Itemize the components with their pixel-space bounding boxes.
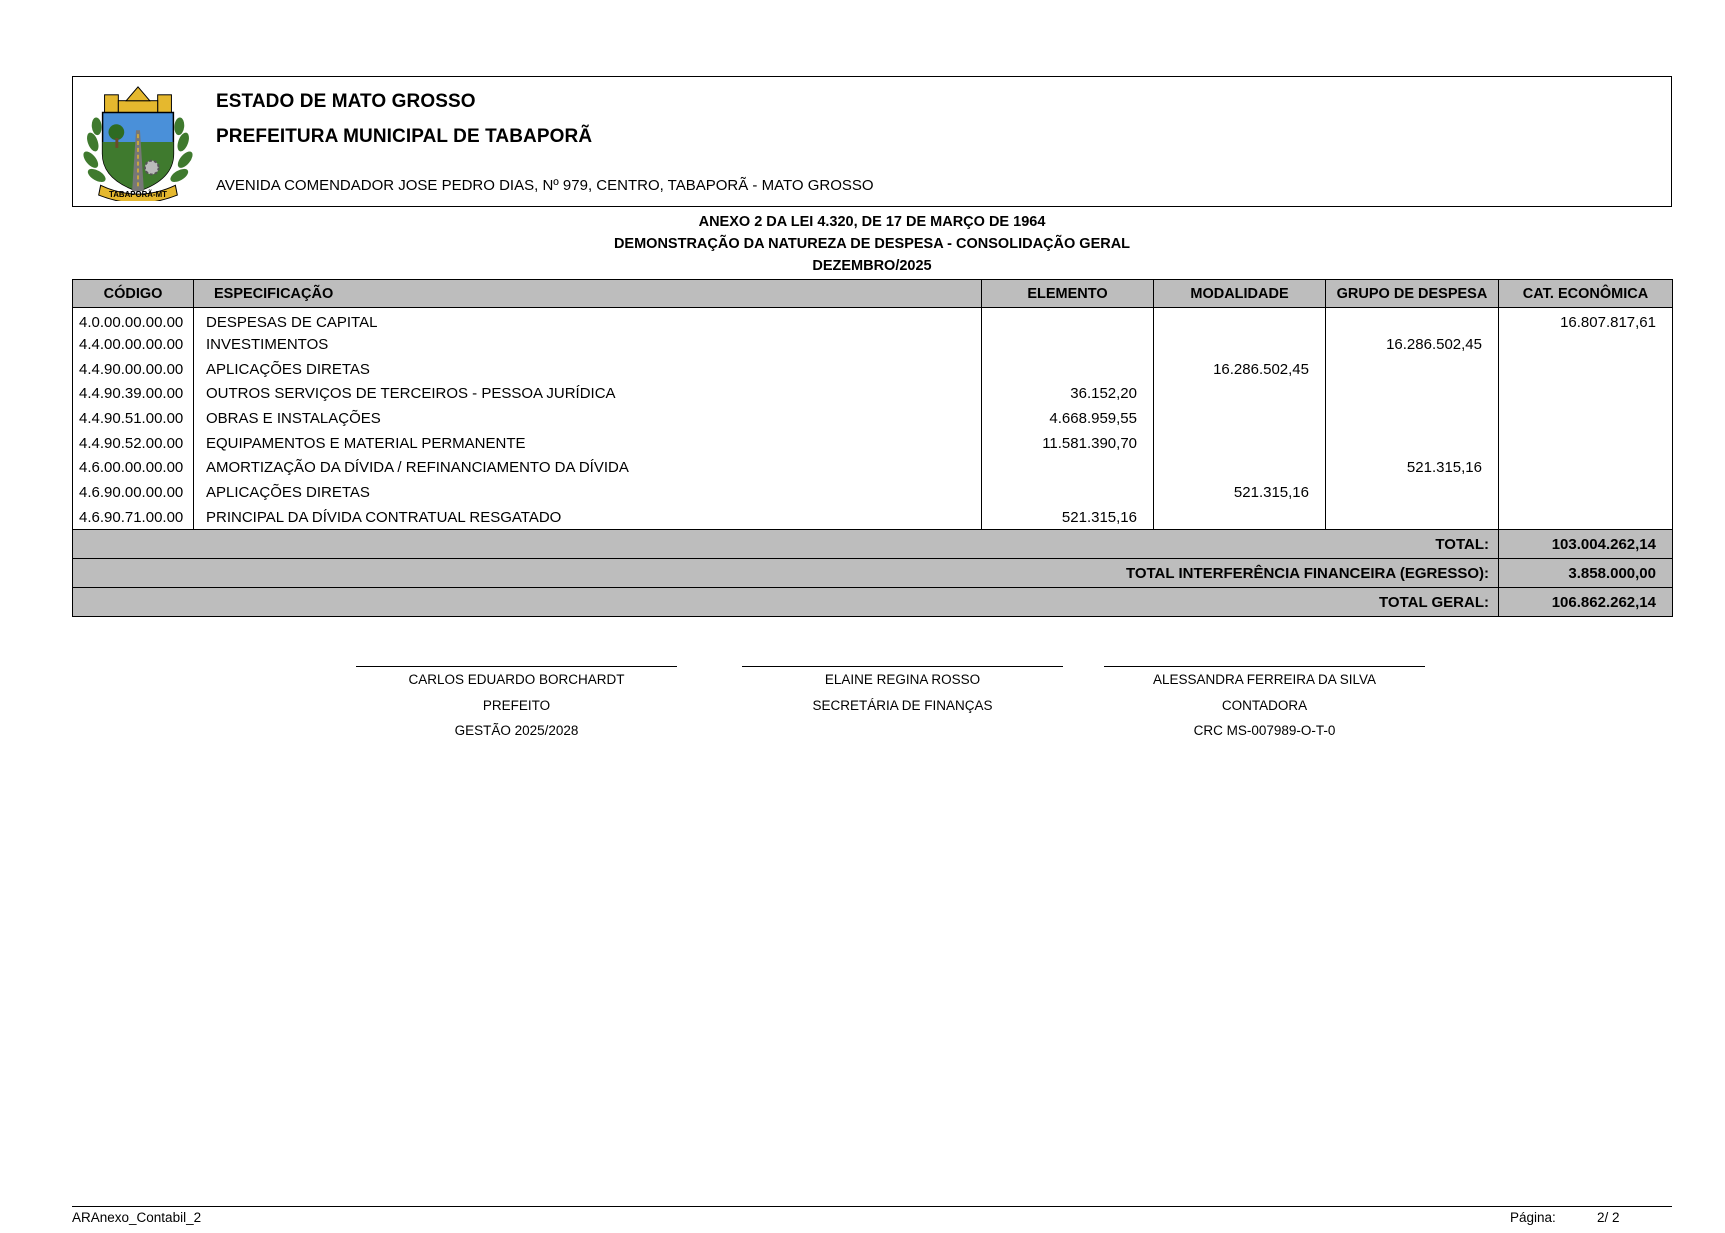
table-row	[73, 431, 1673, 456]
row-code: 4.6.90.71.00.00	[73, 505, 194, 530]
report-period: DEZEMBRO/2025	[812, 258, 932, 274]
row-modalidade: 16.286.502,45	[1154, 357, 1326, 382]
row-specification: INVESTIMENTOS	[194, 332, 982, 357]
report-title: DEMONSTRAÇÃO DA NATUREZA DE DESPESA - CONSOLIDAÇÃO GERAL	[613, 236, 1131, 252]
row-code: 4.4.90.52.00.00	[73, 431, 194, 456]
row-categoria	[1499, 431, 1673, 456]
signer-extra	[742, 723, 1063, 749]
row-modalidade	[1154, 332, 1326, 357]
row-modalidade	[1154, 308, 1326, 333]
row-modalidade	[1154, 431, 1326, 456]
row-categoria	[1499, 505, 1673, 530]
row-modalidade	[1154, 456, 1326, 481]
signer-extra: CRC MS-007989-O-T-0	[1193, 723, 1336, 738]
row-grupo	[1326, 431, 1499, 456]
row-elemento: 4.668.959,55	[982, 406, 1154, 431]
table-row	[73, 505, 1673, 530]
row-grupo: 16.286.502,45	[1326, 332, 1499, 357]
table-row	[73, 456, 1673, 481]
row-code: 4.6.90.00.00.00	[73, 480, 194, 505]
row-specification: OBRAS E INSTALAÇÕES	[194, 406, 982, 431]
total-interference-label: TOTAL INTERFERÊNCIA FINANCEIRA (EGRESSO):	[73, 559, 1499, 588]
row-categoria	[1499, 357, 1673, 382]
total-row	[73, 530, 1673, 559]
total-label: TOTAL:	[73, 530, 1499, 559]
row-grupo: 521.315,16	[1326, 456, 1499, 481]
row-code: 4.4.90.39.00.00	[73, 382, 194, 407]
row-specification: OUTROS SERVIÇOS DE TERCEIROS - PESSOA JURÍDICA	[194, 382, 982, 407]
state-name: ESTADO DE MATO GROSSO	[216, 91, 476, 112]
signer-extra: GESTÃO 2025/2028	[454, 723, 579, 738]
grand-total-label: TOTAL GERAL:	[73, 588, 1499, 617]
municipal-crest-icon	[79, 83, 197, 201]
total-value: 103.004.262,14	[1499, 530, 1673, 559]
signer-name: ELAINE REGINA ROSSO	[824, 672, 981, 687]
total-interference-value: 3.858.000,00	[1499, 559, 1673, 588]
row-grupo	[1326, 357, 1499, 382]
row-elemento	[982, 332, 1154, 357]
row-elemento	[982, 480, 1154, 505]
signature-block-accountant	[1104, 666, 1425, 749]
row-modalidade	[1154, 505, 1326, 530]
total-interference-row	[73, 559, 1673, 588]
row-grupo	[1326, 406, 1499, 431]
footer-divider	[72, 1206, 1672, 1207]
crest-ribbon-text: TABAPORÃ-MT	[109, 190, 167, 200]
signer-name: ALESSANDRA FERREIRA DA SILVA	[1152, 672, 1377, 687]
table-row	[73, 357, 1673, 382]
row-modalidade	[1154, 382, 1326, 407]
expense-table	[72, 279, 1673, 617]
row-code: 4.4.00.00.00.00	[73, 332, 194, 357]
row-grupo	[1326, 480, 1499, 505]
row-specification: DESPESAS DE CAPITAL	[194, 308, 982, 333]
row-categoria	[1499, 480, 1673, 505]
row-categoria	[1499, 332, 1673, 357]
table-row	[73, 406, 1673, 431]
column-header-categoria: CAT. ECONÔMICA	[1499, 280, 1673, 308]
municipality-address: AVENIDA COMENDADOR JOSE PEDRO DIAS, Nº 979, CENTRO, TABAPORÃ - MATO GROSSO	[216, 177, 874, 194]
row-code: 4.4.90.51.00.00	[73, 406, 194, 431]
table-header-row	[73, 280, 1673, 308]
grand-total-value: 106.862.262,14	[1499, 588, 1673, 617]
row-code: 4.6.00.00.00.00	[73, 456, 194, 481]
column-header-specification: ESPECIFICAÇÃO	[194, 280, 982, 308]
report-identifier: ARAnexo_Contabil_2	[72, 1210, 202, 1225]
report-titles	[72, 211, 1672, 277]
row-elemento	[982, 357, 1154, 382]
row-specification: PRINCIPAL DA DÍVIDA CONTRATUAL RESGATADO	[194, 505, 982, 530]
table-row	[73, 308, 1673, 333]
table-row	[73, 382, 1673, 407]
row-elemento	[982, 456, 1154, 481]
signer-role: SECRETÁRIA DE FINANÇAS	[812, 697, 993, 713]
page-label: Página:	[1510, 1210, 1556, 1225]
row-grupo	[1326, 382, 1499, 407]
page-number: 2/ 2	[1597, 1210, 1620, 1225]
row-categoria	[1499, 456, 1673, 481]
row-code: 4.4.90.00.00.00	[73, 357, 194, 382]
signer-role: PREFEITO	[482, 697, 551, 713]
signer-name: CARLOS EDUARDO BORCHARDT	[408, 672, 625, 687]
row-specification: EQUIPAMENTOS E MATERIAL PERMANENTE	[194, 431, 982, 456]
column-header-grupo: GRUPO DE DESPESA	[1326, 280, 1499, 308]
column-header-modalidade: MODALIDADE	[1154, 280, 1326, 308]
annex-title: ANEXO 2 DA LEI 4.320, DE 17 DE MARÇO DE 1964	[698, 214, 1046, 230]
municipality-name: PREFEITURA MUNICIPAL DE TABAPORÃ	[216, 126, 593, 147]
row-categoria	[1499, 406, 1673, 431]
row-modalidade	[1154, 406, 1326, 431]
row-code: 4.0.00.00.00.00	[73, 308, 194, 333]
table-row	[73, 332, 1673, 357]
row-modalidade: 521.315,16	[1154, 480, 1326, 505]
row-grupo	[1326, 308, 1499, 333]
row-specification: APLICAÇÕES DIRETAS	[194, 480, 982, 505]
column-header-elemento: ELEMENTO	[982, 280, 1154, 308]
row-elemento: 521.315,16	[982, 505, 1154, 530]
row-grupo	[1326, 505, 1499, 530]
row-specification: AMORTIZAÇÃO DA DÍVIDA / REFINANCIAMENTO DA DÍVIDA	[194, 456, 982, 481]
signer-role: CONTADORA	[1221, 697, 1308, 713]
row-elemento	[982, 308, 1154, 333]
letterhead	[72, 76, 1672, 207]
row-elemento: 11.581.390,70	[982, 431, 1154, 456]
row-specification: APLICAÇÕES DIRETAS	[194, 357, 982, 382]
grand-total-row	[73, 588, 1673, 617]
row-elemento: 36.152,20	[982, 382, 1154, 407]
table-row	[73, 480, 1673, 505]
row-categoria: 16.807.817,61	[1499, 308, 1673, 333]
row-categoria	[1499, 382, 1673, 407]
signature-block-mayor	[356, 666, 677, 749]
column-header-code: CÓDIGO	[73, 280, 194, 308]
signature-block-finance-secretary	[742, 666, 1063, 749]
